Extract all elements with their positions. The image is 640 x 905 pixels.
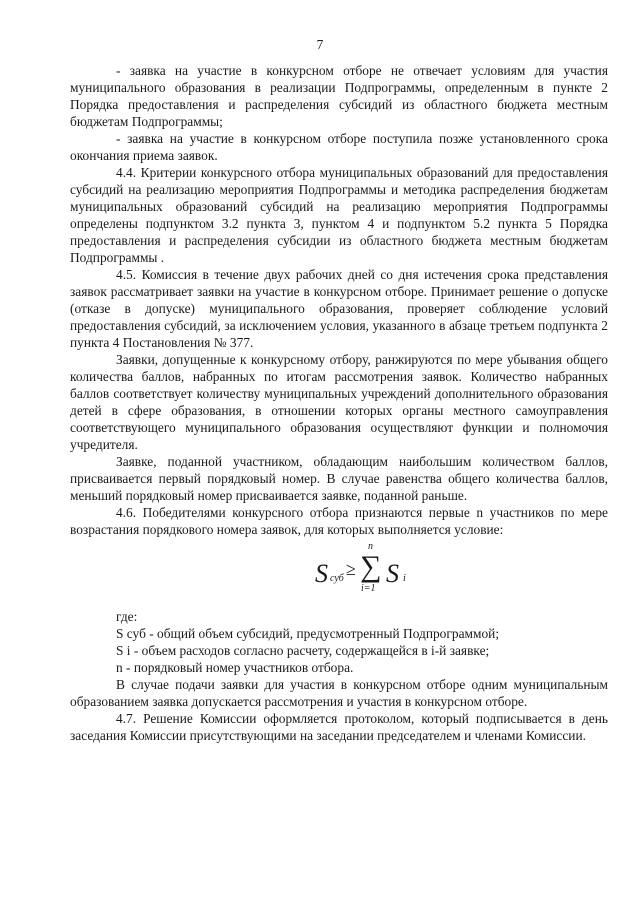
formula-relation: ≥ [346, 559, 356, 579]
formula-lower-limit: i=1 [361, 583, 376, 594]
definition-s-sub: S суб - общий объем субсидий, предусмотренный Подпрограммой; [116, 626, 500, 641]
formula-upper-limit: n [368, 541, 373, 552]
paragraph-4-6: 4.6. Победителями конкурсного отбора признаются первые n участников по мере возрастания порядкового номера заявок, для которых выполняется условие: [70, 505, 608, 537]
formula-lhs: S [315, 559, 328, 588]
where-label: где: [116, 609, 138, 624]
paragraph-rejection-condition-1: - заявка на участие в конкурсном отборе не отвечает условиям для участия муниципального образования в реализации Подпрограммы, определенным в пункте 2 Порядка предоставления и распределения субсидий из областного бюджета местным бюджетам Подпрограммы; [70, 63, 608, 129]
paragraph-single-applicant: В случае подачи заявки для участия в конкурсном отборе одним муниципальным образованием заявка допускается рассмотрения и участия в конкурсном отборе. [70, 677, 608, 709]
winner-condition-formula [70, 538, 608, 608]
definition-s-i: S i - объем расходов согласно расчету, содержащейся в i-й заявке; [116, 643, 490, 658]
sum-icon: ∑ [360, 550, 382, 583]
paragraph-4-7: 4.7. Решение Комиссии оформляется протоколом, который подписывается в день заседания Комиссии присутствующими на заседании председателем и членами Комиссии. [70, 711, 608, 743]
formula-rhs-subscript: i [403, 573, 406, 584]
formula-lhs-subscript: суб [330, 573, 344, 584]
paragraph-numbering: Заявке, поданной участником, обладающим наибольшим количеством баллов, присваивается первый порядковый номер. В случае равенства общего количества баллов, меньший порядковый номер присваивается заявке, поданной раньше. [70, 454, 608, 503]
definition-n: n - порядковый номер участников отбора. [116, 660, 354, 675]
document-body [70, 62, 608, 744]
page-number: 7 [316, 37, 324, 52]
paragraph-4-4: 4.4. Критерии конкурсного отбора муниципальных образований для предоставления субсидий на реализацию мероприятия Подпрограммы и методика распределения бюджетам муниципальных образований субсидий на реализацию мероприятия Подпрограммы определены подпунктом 3.2 пункта 3, пунктом 4 и подпунктом 5.2 пункта 5 Порядка предоставления и распределения субсидии из областного бюджета местным бюджетам Подпрограммы . [70, 165, 608, 265]
formula-rhs: S [386, 559, 399, 588]
paragraph-ranking: Заявки, допущенные к конкурсному отбору, ранжируются по мере убывания общего количества баллов, набранных по итогам рассмотрения заявок. Количество набранных баллов соответствует количеству муниципальных учреждений дополнительного образования детей в сфере образования, в отношении которых органы местного самоуправления соответствующего муниципального образования осуществляют функции и полномочия учредителя. [70, 352, 608, 452]
paragraph-rejection-condition-2: - заявка на участие в конкурсном отборе поступила позже установленного срока окончания приема заявок. [70, 131, 608, 163]
paragraph-4-5: 4.5. Комиссия в течение двух рабочих дней со дня истечения срока представления заявок рассматривает заявки на участие в конкурсном отборе. Принимает решение о допуске (отказе в допуске) муниципального образования, проверяет соблюдение условий предоставления субсидий, за исключением условия, указанного в абзаце третьем подпункта 2 пункта 4 Постановления № 377. [70, 267, 608, 350]
